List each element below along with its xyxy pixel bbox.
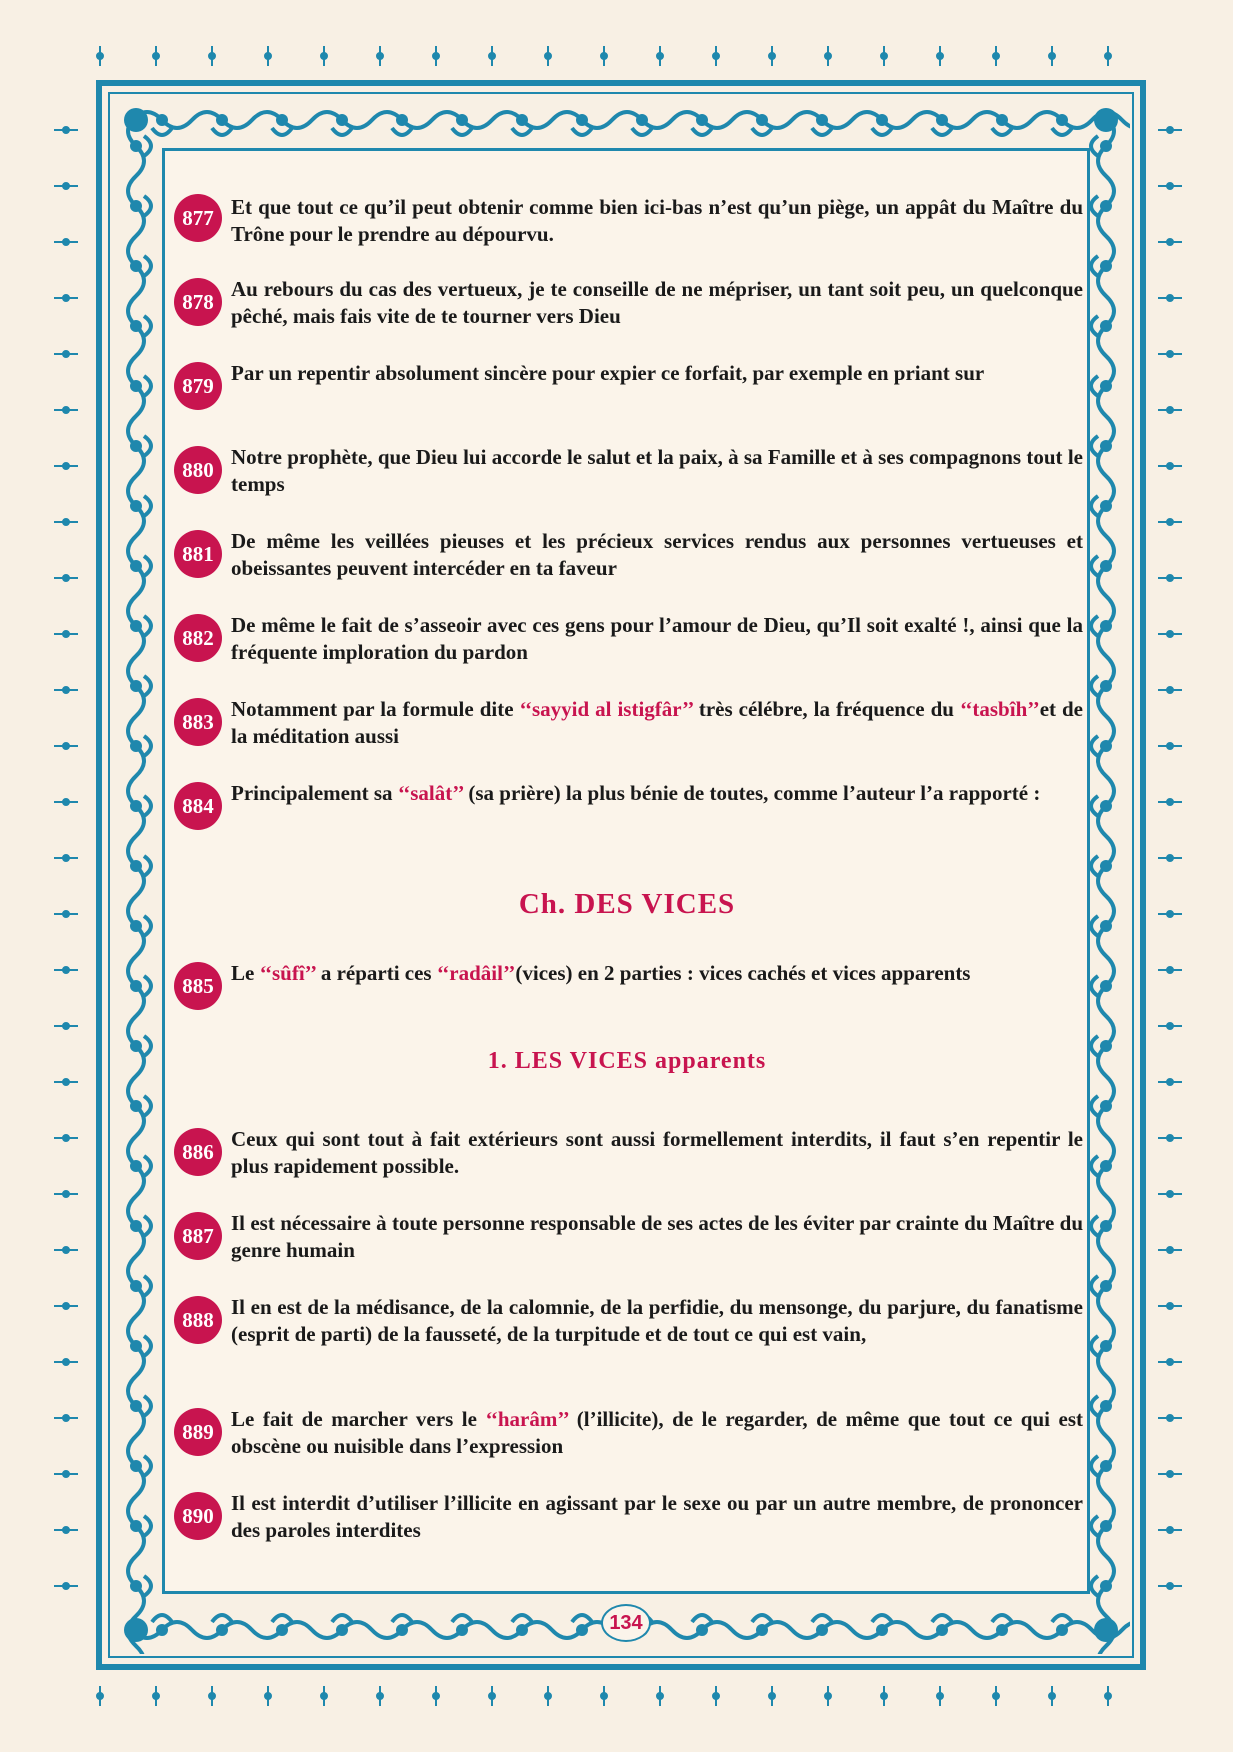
verse-number-badge: 878 xyxy=(174,278,222,326)
verse-text: Par un repentir absolument sincère pour expier ce forfait, par exemple en priant sur xyxy=(231,361,985,385)
verse-text: Notamment par la formule dite ‘‘sayyid al istigfâr’’ très célébre, la fréquence du ‘‘tasbîh’’et de la méditation aussi xyxy=(231,697,1083,748)
arabic-term: ‘‘salât’’ xyxy=(397,781,464,805)
verse-text: Le ‘‘sûfî’’ a réparti ces ‘‘radâil’’(vices) en 2 parties : vices cachés et vices apparents xyxy=(231,961,971,985)
arabic-term: ‘‘tasbîh’’ xyxy=(959,697,1040,721)
verse-number-badge: 880 xyxy=(174,446,222,494)
verse-number-badge: 888 xyxy=(174,1296,222,1344)
verse-text: De même les veillées pieuses et les précieux services rendus aux personnes vertueuses et obeissantes peuvent intercéder en ta faveur xyxy=(231,529,1083,580)
verse-number-badge: 889 xyxy=(174,1408,222,1456)
verse-text: Principalement sa ‘‘salât’’ (sa prière) la plus bénie de toutes, comme l’auteur l’a rapporté : xyxy=(231,781,1041,805)
verse-text: Le fait de marcher vers le ‘‘harâm’’ (l’illicite), de le regarder, de même que tout ce qui est obscène ou nuisible dans l’expression xyxy=(231,1407,1083,1458)
verse-number-badge: 881 xyxy=(174,530,222,578)
verse-number-badge: 882 xyxy=(174,614,222,662)
verse-number-badge: 877 xyxy=(174,194,222,242)
verse-text: Ceux qui sont tout à fait extérieurs sont aussi formellement interdits, il faut s’en repentir le plus rapidement possible. xyxy=(231,1127,1083,1178)
verse-text: Et que tout ce qu’il peut obtenir comme bien ici-bas n’est qu’un piège, un appât du Maître du Trône pour le prendre au dépourvu. xyxy=(231,195,1083,246)
verse-text: De même le fait de s’asseoir avec ces gens pour l’amour de Dieu, qu’Il soit exalté !, ainsi que la fréquente imploration du pardon xyxy=(231,613,1083,664)
verse-text: Il en est de la médisance, de la calomnie, de la perfidie, du mensonge, du parjure, du fanatisme (esprit de parti) de la fausseté, de la turpitude et de tout ce qui est vain, xyxy=(231,1295,1083,1346)
verse-number-badge: 879 xyxy=(174,362,222,410)
arabic-term: ‘‘sayyid al istigfâr’’ xyxy=(519,697,693,721)
verse-text: Il est interdit d’utiliser l’illicite en agissant par le sexe ou par un autre membre, de prononcer des paroles interdites xyxy=(231,1491,1083,1542)
section-heading: 1. LES VICES apparents xyxy=(487,1048,767,1074)
verse-number-badge: 886 xyxy=(174,1128,222,1176)
verse-text: Au rebours du cas des vertueux, je te conseille de ne mépriser, un tant soit peu, un quelconque pêché, mais fais vite de te tourner vers Dieu xyxy=(231,277,1083,328)
verse-number-badge: 887 xyxy=(174,1212,222,1260)
arabic-term: ‘‘radâil’’ xyxy=(436,961,516,985)
chapter-heading: Ch. DES VICES xyxy=(518,888,736,920)
verse-text: Notre prophète, que Dieu lui accorde le salut et la paix, à sa Famille et à ses compagnons tout le temps xyxy=(231,445,1083,496)
arabic-term: ‘‘harâm’’ xyxy=(485,1407,569,1431)
verse-number-badge: 890 xyxy=(174,1492,222,1540)
verse-number-badge: 883 xyxy=(174,698,222,746)
verse-text: Il est nécessaire à toute personne responsable de ses actes de les éviter par crainte du Maître du genre humain xyxy=(231,1211,1083,1262)
arabic-term: ‘‘sûfî’’ xyxy=(259,961,316,985)
verse-number-badge: 885 xyxy=(174,962,222,1010)
page-number: 134 xyxy=(601,1604,651,1642)
verse-number-badge: 884 xyxy=(174,782,222,830)
